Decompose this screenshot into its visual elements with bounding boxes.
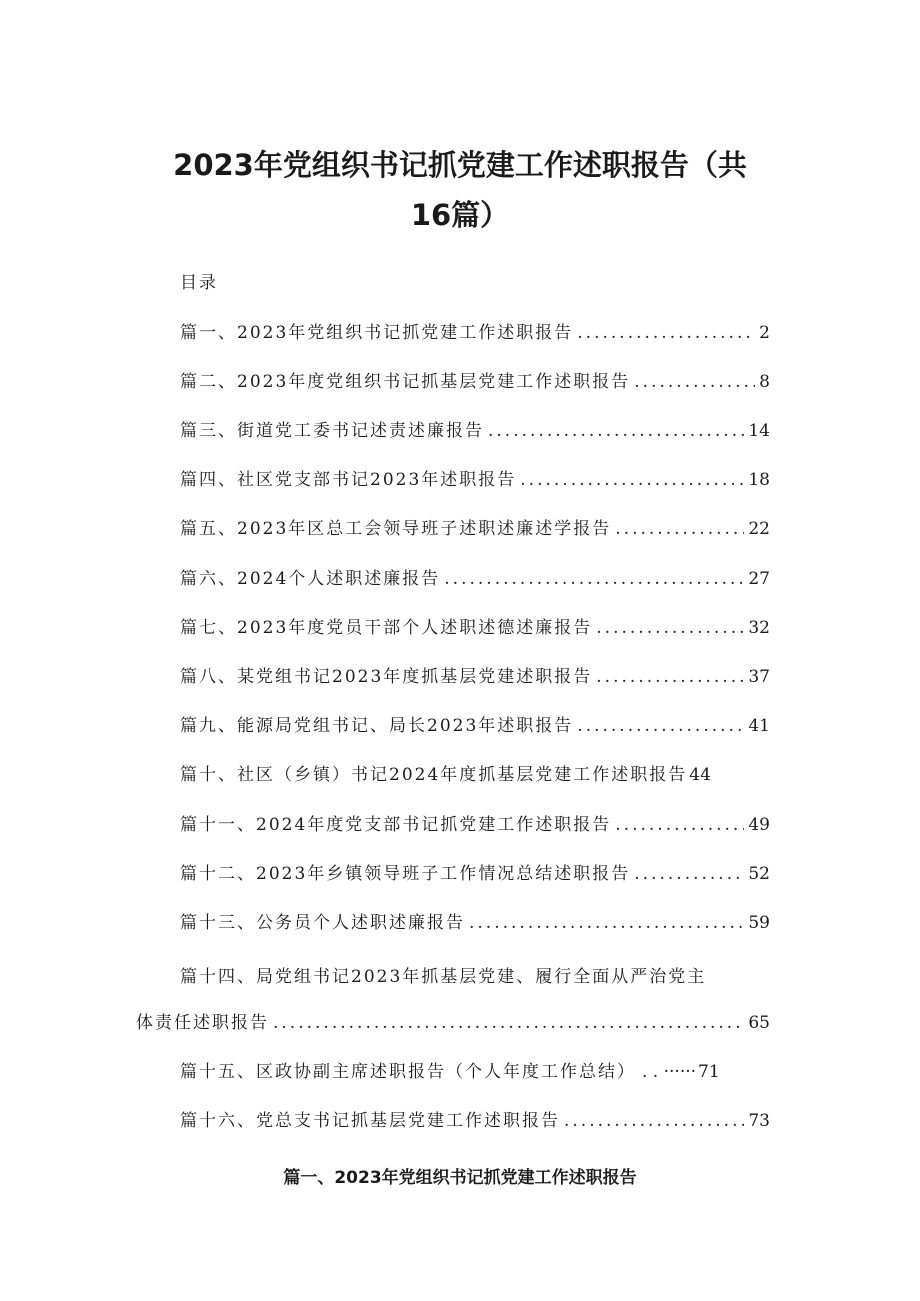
toc-page-number: 41 xyxy=(748,716,770,736)
toc-dot-leader xyxy=(642,1062,696,1082)
toc-entry-label: 篇一、2023年党组织书记抓党建工作述职报告 xyxy=(180,323,574,343)
toc-entry-label: 篇八、某党组书记2023年度抓基层党建述职报告 xyxy=(180,667,593,687)
toc-dot-leader xyxy=(520,470,744,490)
toc-entry-13[interactable] xyxy=(180,908,770,936)
toc-entry-1[interactable] xyxy=(180,318,770,346)
toc-entry-9[interactable] xyxy=(180,711,770,739)
document-title-line2: 16篇） xyxy=(410,198,510,232)
toc-entry-4[interactable] xyxy=(180,465,770,493)
toc-entry-3[interactable] xyxy=(180,416,770,444)
toc-entry-label: 篇十六、党总支书记抓基层党建工作述职报告 xyxy=(180,1111,560,1131)
toc-page-number: 44 xyxy=(689,765,711,785)
toc-entry-16[interactable] xyxy=(180,1106,770,1134)
toc-dot-leader xyxy=(634,864,744,884)
toc-entry-12[interactable] xyxy=(180,859,770,887)
toc-page-number: 71 xyxy=(698,1062,720,1082)
toc-page-number: 65 xyxy=(748,1013,770,1033)
document-title-line1: 2023年党组织书记抓党建工作述职报告（共 xyxy=(173,148,747,182)
toc-entry-label: 篇十一、2024年度党支部书记抓党建工作述职报告 xyxy=(180,815,612,835)
toc-page-number: 73 xyxy=(748,1111,770,1131)
toc-page-number: 18 xyxy=(748,470,770,490)
toc-dot-leader xyxy=(596,618,744,638)
toc-entry-label: 篇十五、区政协副主席述职报告（个人年度工作总结） xyxy=(180,1062,636,1082)
toc-entry-label-line1: 篇十四、局党组书记2023年抓基层党建、履行全面从严治党主 xyxy=(180,967,707,987)
toc-entry-label: 篇十三、公务员个人述职述廉报告 xyxy=(180,913,465,933)
toc-entry-label: 篇十、社区（乡镇）书记2024年度抓基层党建工作述职报告 xyxy=(180,765,688,785)
toc-dot-leader xyxy=(564,1111,744,1131)
section-heading: 篇一、2023年党组织书记抓党建工作述职报告 xyxy=(283,1168,637,1188)
toc-page-number: 37 xyxy=(748,667,770,687)
toc-page-number: 14 xyxy=(748,421,770,441)
toc-page-number: 2 xyxy=(759,323,770,343)
toc-page-number: 22 xyxy=(748,519,770,539)
toc-dot-leader xyxy=(596,667,744,687)
toc-entry-6[interactable] xyxy=(180,564,770,592)
toc-entry-11[interactable] xyxy=(180,810,770,838)
toc-page-number: 8 xyxy=(759,372,770,392)
toc-entry-15[interactable] xyxy=(180,1057,770,1085)
toc-entry-label: 篇五、2023年区总工会领导班子述职述廉述学报告 xyxy=(180,519,612,539)
toc-page-number: 59 xyxy=(748,913,770,933)
toc-entry-label: 篇三、街道党工委书记述责述廉报告 xyxy=(180,421,484,441)
toc-dot-leader xyxy=(615,815,744,835)
toc-dot-leader xyxy=(444,569,744,589)
toc-entry-label: 篇二、2023年度党组织书记抓基层党建工作述职报告 xyxy=(180,372,631,392)
toc-page-number: 52 xyxy=(748,864,770,884)
toc-page-number: 27 xyxy=(748,569,770,589)
toc-entry-label: 体责任述职报告 xyxy=(136,1013,269,1033)
toc-dot-leader xyxy=(615,519,744,539)
toc-entry-label: 篇七、2023年度党员干部个人述职述德述廉报告 xyxy=(180,618,593,638)
toc-dot-leader xyxy=(488,421,744,441)
toc-dot-leader xyxy=(469,913,744,933)
toc-dot-leader xyxy=(634,372,755,392)
toc-entry-label: 篇九、能源局党组书记、局长2023年述职报告 xyxy=(180,716,574,736)
toc-entry-continuation xyxy=(136,1008,770,1036)
toc-entry-label: 篇四、社区党支部书记2023年述职报告 xyxy=(180,470,517,490)
toc-dot-leader xyxy=(577,323,755,343)
document-title xyxy=(130,140,790,240)
toc-entry-10[interactable] xyxy=(180,760,770,788)
toc-entry-label: 篇六、2024个人述职述廉报告 xyxy=(180,569,441,589)
toc-entry-2[interactable] xyxy=(180,367,770,395)
toc-dot-leader xyxy=(273,1013,744,1033)
toc-entry-5[interactable] xyxy=(180,514,770,542)
toc-page-number: 32 xyxy=(748,618,770,638)
toc-entry-7[interactable] xyxy=(180,613,770,641)
toc-heading: 目录 xyxy=(180,273,218,293)
toc-entry-8[interactable] xyxy=(180,662,770,690)
toc-page-number: 49 xyxy=(748,815,770,835)
toc-entry-label: 篇十二、2023年乡镇领导班子工作情况总结述职报告 xyxy=(180,864,631,884)
toc-dot-leader xyxy=(577,716,744,736)
